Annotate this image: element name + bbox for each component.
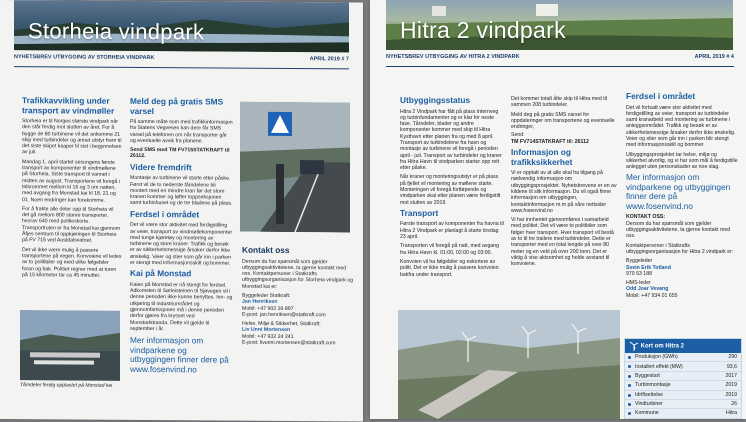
kai-heading: Kai på Monstad — [130, 268, 192, 279]
status-text: Hitra 2 Vindpark har fått på plass internveg og turbinfundamenter og er klar for neste fase. Tårndeler, blader og andre komponenter kommer med skip til Hitra Kysthavn etter planen fra og med 8 april. Transport av turbindelene fra havn og montasje av turbinene vil foregå i perioden april - juli. Transport av turbindeler og kraner fra Hitra Havn til vindparken starter opp rett etter påske. — [400, 108, 502, 172]
fact-value: 290 — [728, 354, 737, 361]
storheia-newsletter — [0, 0, 363, 422]
fact-row — [625, 409, 741, 418]
fact-value: 2019 — [725, 382, 737, 389]
column-ferdsel — [626, 92, 738, 302]
contact-phone[interactable]: 970 53 188 — [626, 270, 652, 277]
contact-phone[interactable]: +47 932 24 241 — [257, 333, 294, 340]
road-photo — [240, 102, 350, 233]
contact-text: Kontaktpersoner i Statkrafts utbyggingsorganisasjon for Hitra 2 vindpark er: — [626, 242, 734, 255]
contact-heading: KONTAKT OSS: — [626, 214, 666, 221]
windfarm-photo — [398, 310, 620, 419]
fact-box-heading — [625, 339, 741, 353]
fact-label: Installert effekt (MW) — [635, 363, 683, 370]
fact-row — [625, 400, 741, 409]
column-status — [400, 96, 504, 281]
contact-name: Svein Erik Totland — [626, 264, 671, 271]
info-text: Vi har innhentet gjennomføres i samarbeid med politiet. Det vil være to politibiler som følger hver transport. Hver transport vil bestå av to til tre trailere med turbindeler. Dette er transporter med en total lengde på over 80 meter og en vekt på over 200 tonn. Det er viktig å vise aktsomhet og holde avstand til konvoiene. — [511, 217, 614, 268]
fact-label: Kommune — [635, 410, 659, 417]
sms-text: På samme måte som med trafikkinformasjon fra Statens Vegvesen kan dere får SMS varsel på telefonen om når transporter går og eventuelle avvik fra planene. — [130, 118, 233, 145]
contact-text: Dersom du har spørsmål som gjelder utbyggingsaktivitetene, ta gjerne kontakt med oss. Kontaktpersoner i Statkrafts utbyggingsorganisasjon for Storheia vindpark og Monstad kai er: — [242, 258, 354, 290]
issue-date: APRIL 2019 # 7 — [309, 56, 349, 63]
mobile-label: Mobil: — [242, 333, 256, 340]
paragraph: Mandag 1. april startet sesongens første transport av komponenter til vindmøllene på Storheia. Siste transport til vannet i midten av august. Transportene vil foregå i tidsrommet mellom kl 16 og 3 om natten, med avgang fra Monstad kai kl 18, 21 og 01. Noen endringer kan forekomme. — [22, 158, 121, 204]
ferdsel-text: Utbyggingsprosjektet tar helse, miljø og sikkerhet alvorlig, og vi har som mål å ferdigstille anlegget uten personskader av noe slag. — [626, 151, 738, 171]
contact-role: HMS-leder — [626, 280, 651, 287]
next-text: Montasje av turbinene vil starte etter påske. Først vil de to nederste tårndelene bli montert med en mindre kran før det store kranen kommer og løfter toppseksjonen samt turbinhuset og de tre bladene på plass. — [130, 175, 233, 208]
masthead — [386, 54, 734, 67]
bullet-icon — [628, 403, 631, 406]
fact-value: Hitra — [726, 410, 737, 417]
sms-heading: Meld deg på gratis SMS varsel — [130, 95, 224, 116]
photo-caption: Tårndeler ferdig opplastet på Monstad kai — [20, 382, 113, 389]
issue-date: APRIL 2019 # 4 — [694, 54, 734, 60]
fact-value: 2017 — [725, 372, 737, 379]
ferdsel-heading: Ferdsel i området — [626, 91, 696, 101]
fact-row — [625, 362, 741, 371]
ferdsel-heading: Ferdsel i området — [130, 208, 200, 220]
windfarm-illustration — [398, 310, 620, 419]
bullet-icon — [628, 375, 631, 378]
bullet-icon — [628, 365, 631, 368]
transport-heading: Transport — [400, 207, 439, 218]
masthead-label: NYHETSBREV UTBYGGING AV HITRA 2 VINDPARK — [386, 54, 520, 60]
newsletter-title: Storheia vindpark — [28, 18, 205, 45]
fact-row — [625, 353, 741, 362]
transport-text: Konvoien vil ha følgebiler og eskortere av politi. Det er ikke mulig å passere konvoien bakfra under transport. — [400, 258, 499, 278]
contact-heading: Kontakt oss — [242, 244, 290, 256]
status-text: Når kraner og monteringsutstyr er på plass på fjellet vil montering av møllene starte. Monteringen vil foregå fortløpende og vindparken skal etter planen være ferdigstilt mot slutten av 2019. — [400, 174, 501, 206]
sms-code: Send SMS med TM FV715STATKRAFT til 26112. — [130, 147, 230, 160]
kai-text: Kaien på Monstad er nå stengt for ferdsel. Adkomsten til Sørleisteinen til Sjøvegen vil i denne perioden ikke kunne benyttes. Inn- og utkjøring til industriområdet og gjennomfartssjonen må i denne perioden derfor gjøres fra krysset ved Monstadstranda. Dette vil gjelde til september i år. — [130, 281, 233, 333]
sms-text: Meld deg på gratis SMS varsel for oppdateringer om transportene og eventuelle endringer, — [511, 111, 615, 131]
contact-email[interactable]: livunni.mortensen@statkraft.com — [259, 339, 336, 347]
ship-text: Det kommer totalt åtte skip til Hitra med til sammen 208 turbindeler. — [511, 96, 607, 109]
contact-name: Jan Henriksen — [242, 298, 278, 306]
fact-value: 2019 — [725, 391, 737, 398]
more-info-link[interactable]: Mer informasjon om vindparkene og utbyggingen finner dere på www.fosenvind.no — [130, 335, 229, 375]
bullet-icon — [628, 394, 631, 397]
fact-label: Turbinmontasje — [635, 382, 671, 389]
kai-photo — [20, 310, 120, 381]
contact-email[interactable]: jan.henriksen@statkraft.com — [259, 311, 326, 319]
fact-label: Byggestart — [635, 372, 660, 379]
next-heading: Videre fremdrift — [130, 161, 192, 173]
fact-label: Produksjon (GWh) — [635, 354, 678, 361]
status-heading: Utbyggingsstatus — [400, 95, 471, 105]
masthead — [14, 54, 349, 69]
fact-box — [624, 338, 742, 419]
bullet-icon — [628, 384, 631, 387]
wind-turbine-icon — [629, 341, 639, 351]
ferdsel-text: Det vil fortsatt være stor aktivitet med ferdigstilling av veier, transport av turbindeler samt kranarbeid ved montering av turbinene i anleggsområdet. Trafikk og besøk er av sikkerhetsmessige årsaker derfor ikke ønskelig. Veier og stier som går inn i parken blir stengt med informasjonsskilt og bommer. — [626, 104, 736, 149]
transport-text: Første transport av komponenter fra havna til Hitra 2 Vindpark er planlagt å starte tirsdag 23 april. — [400, 221, 504, 241]
paragraph: For å frakte alle deler opp til Storheia vil det gå mellom 800 stanre transporter, hvorav 640 med politieskorte. Transportruten er fra Monstad kai gjennom Åfjes sentrum til oppkjøringen til Storheia på FV 715 ved Austdalsvatnet. — [22, 206, 121, 244]
sms-code: TM FV714STATKRAFT til: 26112 — [511, 138, 589, 145]
road-crossing-illustration — [240, 102, 350, 233]
masthead-label: NYHETSBREV UTBYGGING AV STORHEIA VINDPARK — [14, 54, 155, 62]
paragraph: Det vil ikke være mulig å passere transportene på vegen. Konvoiene vil ledes av to politibiler og med ulike følgebiler foran og bak. Politiet regner med at turen på 15 kilometer tar ca 45 minutter. — [22, 246, 122, 279]
info-text: Vi er opptatt av at alle skal ha tilgang på nødvendig informasjon om utbyggingsprosjektet. Nyhetsbrevene er en av kildene til slik informasjon. Du vil også finne informasjon om utbyggingen, kontaktinformasjon m.m på våre nettsider www.fosenvind.no — [511, 170, 617, 214]
fact-label: Vindturbiner — [635, 401, 663, 408]
fact-label: Idriftsettelse — [635, 391, 663, 398]
column-info — [511, 96, 617, 271]
transport-heading: Trafikkavvikling under transport av vindmøller — [22, 95, 115, 116]
contact-text: Dersom du har spørsmål som gjelder utbyggingsaktivitetene, ta gjerne kontakt med oss. — [626, 220, 731, 240]
email-label: E-post: — [242, 311, 259, 318]
contact-phone[interactable]: +47 934 01 655 — [641, 292, 678, 299]
mobile-label: Mobil: — [242, 305, 256, 312]
hitra-header-photo — [386, 0, 733, 50]
fact-value: 26 — [731, 401, 737, 408]
sms-send-label: Send: — [511, 132, 525, 139]
fact-box-title: Kort om Hitra 2 — [640, 343, 685, 350]
paragraph: Storheia er til Norges største vindpark når den står ferdig mot slutten av året. For å bygge de 80 turbinene vil det ankomme 21 skip med turbindeler og annet utstyr frem til det siste skipet kaaper til sist i begynnelsen av juli. — [22, 118, 122, 156]
storheia-header-photo — [14, 0, 349, 52]
ferdsel-text: Det vil være stor aktivitet med ferdigstilling av veier, transport av vindmøllekomponenter med tunge kjøretøy og montering av turbinene og store kraner. Trafikk og besøk er av sikkerhetsmessige årsaker derfor ikke ønskelig. Veier og stier som går inn i parken er stengt med informasjonsskilt og bommer. — [130, 222, 233, 267]
transport-text: Transporten vil foregå på natt, med avgang fra Hitra Havn kl. 01:00, 02:00 og 03:00. — [400, 243, 500, 256]
info-heading: Informasjon og trafikksikkerhet — [511, 147, 573, 167]
hitra-newsletter — [370, 0, 746, 419]
mobile-label: Mobil: — [626, 292, 640, 299]
contact-section — [242, 246, 354, 350]
harbor-illustration — [20, 310, 120, 381]
bullet-icon — [628, 356, 631, 359]
contact-phone[interactable]: +47 902 36 897 — [257, 305, 294, 312]
fact-row — [625, 391, 741, 400]
contact-role: Helse, Miljø & Sikkerhet, Statkraft: — [242, 320, 321, 328]
newsletter-title: Hitra 2 vindpark — [400, 17, 566, 43]
column-info — [130, 97, 234, 375]
bullet-icon — [628, 412, 631, 415]
more-info-link[interactable]: Mer informasjon om vindparkene og utbyggingen finner dere på www.fosenvind.no — [626, 172, 731, 211]
column-transport — [22, 96, 122, 282]
contact-role: Byggeleder Statkraft: — [242, 292, 291, 300]
fact-row — [625, 372, 741, 381]
fact-row — [625, 381, 741, 390]
contact-role: Byggeleder — [626, 258, 653, 265]
contact-name: Odd Joar Vevang — [626, 286, 669, 293]
email-label: E-post: — [242, 339, 259, 346]
contact-name: Liv Unni Mortensen — [242, 327, 291, 334]
fact-value: 93,6 — [726, 363, 737, 370]
